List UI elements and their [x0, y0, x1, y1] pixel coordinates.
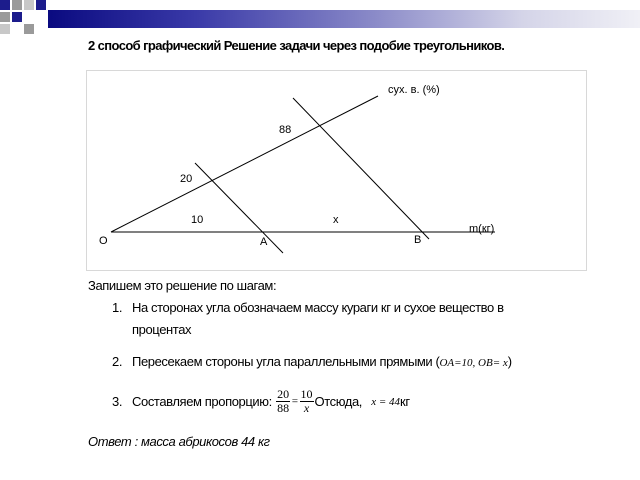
step-unit: кг [400, 394, 410, 409]
step-math: OA=10, OB= x [439, 357, 508, 369]
decor-square [36, 0, 46, 10]
decor-square [0, 0, 10, 10]
parallel-line-A [195, 163, 283, 253]
decor-square [0, 12, 10, 22]
geometry-figure [86, 70, 587, 271]
step-text [132, 354, 512, 369]
step-number: 3. [112, 394, 123, 409]
label-x: x [333, 214, 339, 226]
step-text-main: Пересекаем стороны угла параллельными прямыми ( [132, 354, 440, 369]
label-10: 10 [191, 214, 204, 226]
label-88: 88 [279, 124, 292, 136]
label-dry-matter: сух. в. (%) [388, 84, 440, 96]
equals-sign: = [291, 395, 299, 408]
answer: Ответ : масса абрикосов 44 кг [88, 434, 270, 449]
figure-lines [87, 71, 586, 270]
parallel-line-B [293, 98, 429, 239]
step-text-close: ) [507, 354, 512, 369]
ray-dry-matter [111, 96, 378, 232]
decor-square [0, 24, 10, 34]
decor-square [12, 0, 22, 10]
slide-title: 2 способ графический Решение задачи через подобие треугольников. [88, 38, 505, 53]
step-text: процентах [132, 322, 192, 337]
decorative-squares [0, 0, 50, 40]
gradient-bar [48, 10, 640, 28]
fraction-20-88 [276, 388, 290, 415]
decor-square [24, 24, 34, 34]
step-number: 1. [112, 300, 123, 315]
decor-square [12, 12, 22, 22]
step-text: На сторонах угла обозначаем массу кураги кг и сухое вещество в [132, 300, 504, 315]
fraction-numerator: 20 [277, 387, 290, 401]
steps-intro: Запишем это решение по шагам: [88, 278, 277, 293]
top-decoration [0, 0, 640, 40]
step-result: x = 44 [371, 395, 401, 408]
label-B: B [414, 234, 422, 246]
fraction-numerator: 10 [300, 387, 313, 401]
label-O: O [99, 235, 108, 247]
step-number: 2. [112, 354, 123, 369]
fraction-10-x [300, 388, 314, 415]
fraction-denominator: x [303, 401, 310, 415]
label-A: A [260, 236, 268, 248]
fraction-denominator: 88 [277, 401, 290, 415]
label-mass: m(кг) [469, 223, 495, 235]
step-text-main: Составляем пропорцию: [132, 394, 272, 409]
label-20: 20 [180, 173, 193, 185]
step-text-then: Отсюда, [314, 394, 363, 409]
decor-square [24, 0, 34, 10]
step-text [132, 388, 410, 415]
